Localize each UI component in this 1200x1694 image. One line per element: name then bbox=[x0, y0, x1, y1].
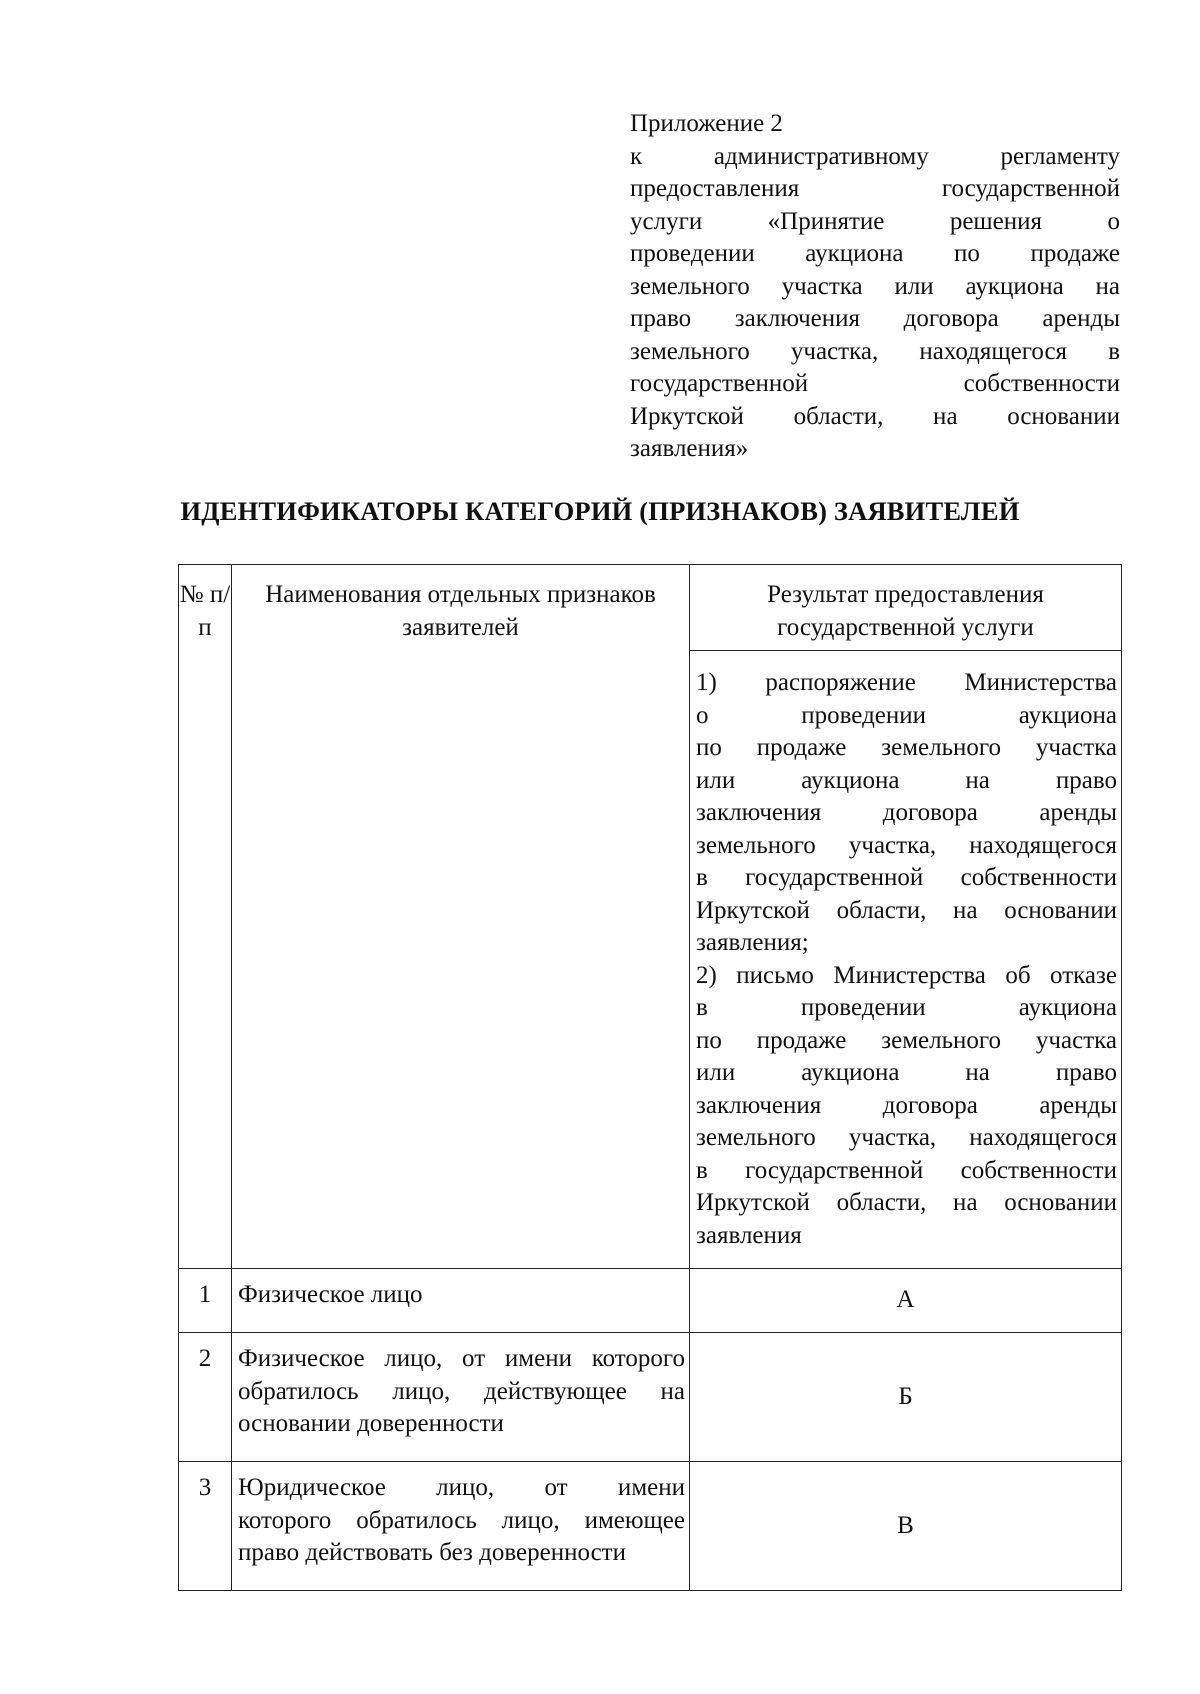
appendix-line: услуги «Принятие решения о bbox=[630, 207, 1120, 235]
row-number: 2 bbox=[179, 1333, 232, 1462]
header-result: Результат предоставления государственной услуги bbox=[690, 565, 1122, 651]
result-line: в государственной собственности bbox=[696, 1156, 1117, 1184]
result-line: земельного участка, находящегося bbox=[696, 1124, 1117, 1151]
row-name-line: Юридическое лицо, от имени bbox=[238, 1474, 685, 1501]
row-attribute-name bbox=[232, 1333, 690, 1462]
result-line: заявления; bbox=[696, 929, 809, 956]
appendix-line: государственной собственности bbox=[630, 370, 1120, 397]
document-title: ИДЕНТИФИКАТОРЫ КАТЕГОРИЙ (ПРИЗНАКОВ) ЗАЯВИТЕЛЕЙ bbox=[180, 496, 1020, 526]
result-line: земельного участка, находящегося bbox=[696, 831, 1117, 859]
result-line: в проведении аукциона bbox=[696, 994, 1117, 1021]
row-name-line: Физическое лицо, от имени которого bbox=[238, 1345, 685, 1372]
row-name-line: Физическое лицо bbox=[238, 1281, 423, 1308]
result-line: по продаже земельного участка bbox=[696, 734, 1117, 761]
appendix-line: Приложение 2 bbox=[630, 110, 783, 137]
result-line: или аукциона на право bbox=[696, 1059, 1117, 1086]
appendix-line: земельного участка или аукциона на bbox=[630, 272, 1120, 300]
appendix-line: право заключения договора аренды bbox=[630, 305, 1120, 332]
appendix-line: земельного участка, находящегося в bbox=[630, 337, 1120, 365]
row-category-code: В bbox=[690, 1462, 1122, 1591]
applicant-categories-table bbox=[178, 564, 1122, 1591]
row-name-line: основании доверенности bbox=[238, 1410, 504, 1437]
row-attribute-name bbox=[232, 1269, 690, 1333]
result-line: по продаже земельного участка bbox=[696, 1026, 1117, 1054]
appendix-line: Иркутской области, на основании bbox=[630, 402, 1120, 430]
appendix-line: проведении аукциона по продаже bbox=[630, 240, 1120, 267]
table-row bbox=[179, 1269, 1122, 1333]
result-line: о проведении аукциона bbox=[696, 701, 1117, 729]
row-category-code: Б bbox=[690, 1333, 1122, 1462]
result-line: заключения договора аренды bbox=[696, 799, 1117, 826]
result-line: или аукциона на право bbox=[696, 766, 1117, 794]
row-category-code: А bbox=[690, 1269, 1122, 1333]
table-row bbox=[179, 1333, 1122, 1462]
appendix-block bbox=[630, 108, 1120, 466]
table-row bbox=[179, 1462, 1122, 1591]
result-line: 1) распоряжение Министерства bbox=[696, 669, 1117, 696]
row-name-line: право действовать без доверенности bbox=[238, 1539, 626, 1566]
row-name-line: которого обратилось лицо, имеющее bbox=[238, 1506, 685, 1534]
header-number: № п/п bbox=[179, 565, 232, 1269]
result-description bbox=[690, 651, 1122, 1269]
appendix-line: предоставления государственной bbox=[630, 175, 1120, 202]
result-line: Иркутской области, на основании bbox=[696, 1189, 1117, 1216]
result-line: заявления bbox=[696, 1221, 802, 1249]
header-attribute-name: Наименования отдельных признаков заявителей bbox=[232, 565, 690, 1269]
result-line: 2) письмо Министерства об отказе bbox=[696, 961, 1117, 989]
table-header-row bbox=[179, 565, 1122, 651]
row-number: 1 bbox=[179, 1269, 232, 1333]
result-line: Иркутской области, на основании bbox=[696, 896, 1117, 924]
result-line: в государственной собственности bbox=[696, 864, 1117, 891]
appendix-line: к административному регламенту bbox=[630, 142, 1120, 170]
row-name-line: обратилось лицо, действующее на bbox=[238, 1377, 685, 1405]
appendix-line: заявления» bbox=[630, 435, 749, 462]
row-number: 3 bbox=[179, 1462, 232, 1591]
row-attribute-name bbox=[232, 1462, 690, 1591]
result-line: заключения договора аренды bbox=[696, 1091, 1117, 1119]
